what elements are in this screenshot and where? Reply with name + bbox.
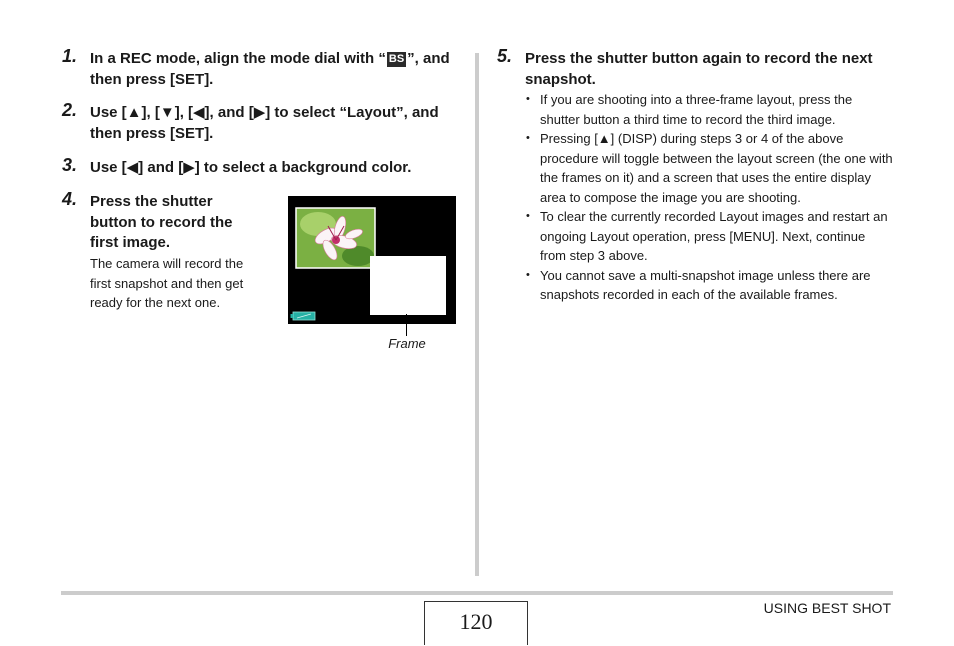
step-instruction: Use [◀] and [▶] to select a background color. [90, 159, 412, 176]
step-number: 4. [62, 189, 78, 209]
layout-preview-image [288, 196, 456, 324]
step-number: 2. [62, 100, 78, 120]
step-number: 1. [62, 46, 78, 66]
page-number: 120 [424, 601, 528, 645]
step-instruction: Press the shutter button to record the first image. [90, 193, 233, 251]
step-instruction: Press the shutter button again to record the next snapshot. [525, 50, 873, 88]
step-description: The camera will record the first snapshot and then get ready for the next one. [90, 256, 244, 310]
list-item: • Pressing [▲] (DISP) during steps 3 or 4 of the above procedure will toggle between the layout screen (the one with the frames on it) and a screen that uses the entire display area to compose the image you are shooting. [524, 129, 894, 207]
column-divider [475, 53, 479, 576]
bs-mode-icon: BS [388, 53, 405, 65]
camera-layout-screen [288, 196, 456, 324]
list-item: • If you are shooting into a three-frame layout, press the shutter button a third time to record the third image. [524, 90, 894, 129]
step-number: 3. [62, 155, 78, 175]
battery-icon [291, 312, 316, 320]
list-item: • To clear the currently recorded Layout images and restart an ongoing Layout operation, press [MENU]. Next, continue from step 3 above. [524, 207, 894, 266]
footer-divider [61, 591, 893, 595]
frame-leader-line [406, 314, 407, 336]
frame-caption: Frame [388, 336, 426, 351]
step-instruction: Use [▲], [▼], [◀], and [▶] to select “Layout”, and then press [SET]. [90, 104, 439, 142]
note-list [524, 90, 894, 305]
section-title: USING BEST SHOT [763, 600, 891, 616]
step-instruction: In a REC mode, align the mode dial with “ BS ”, and then press [SET]. [90, 50, 450, 88]
step-number: 5. [497, 46, 513, 66]
list-item: • You cannot save a multi-snapshot image unless there are snapshots recorded in each of the available frames. [524, 266, 894, 305]
